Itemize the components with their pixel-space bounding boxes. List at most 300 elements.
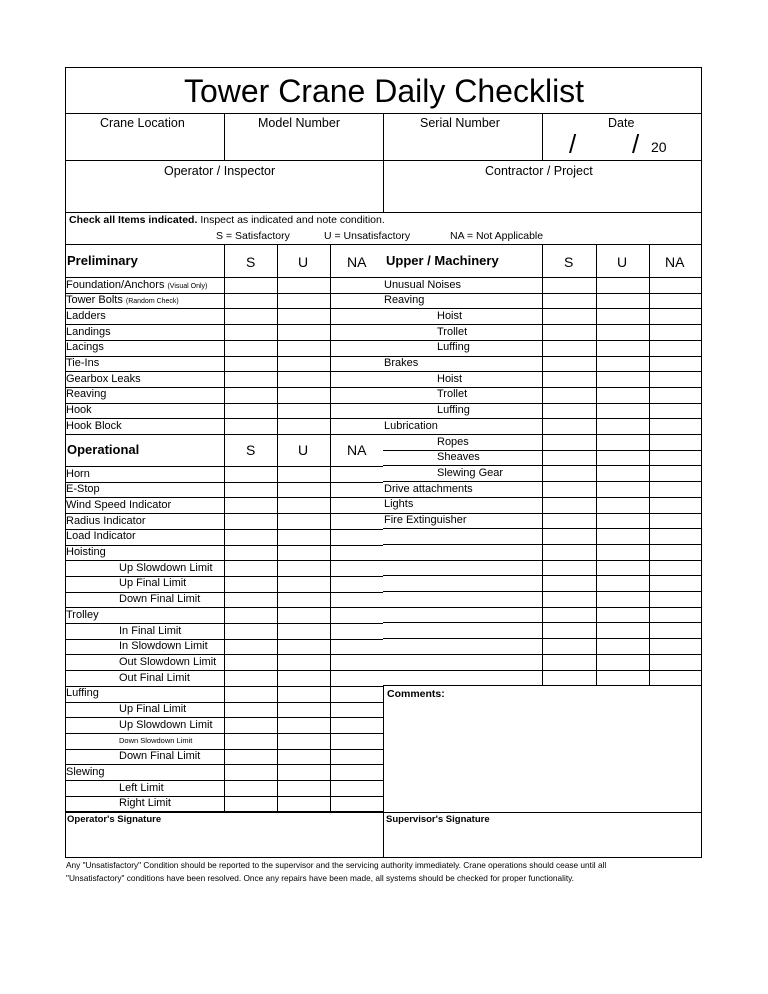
operational-checkbox-s[interactable] (224, 592, 277, 608)
divider (224, 244, 225, 277)
operational-checkbox-u[interactable] (277, 654, 330, 670)
upper-checkbox-u[interactable] (596, 465, 649, 481)
preliminary-checkbox-na[interactable] (330, 340, 383, 356)
upper-checkbox-u[interactable] (596, 387, 649, 403)
preliminary-checkbox-na[interactable] (330, 324, 383, 340)
operational-checkbox-u[interactable] (277, 529, 330, 545)
operational-checkbox-na[interactable] (330, 607, 383, 623)
upper-checkbox-s[interactable] (542, 481, 596, 497)
model-number-field[interactable] (224, 113, 383, 160)
upper-checkbox-s[interactable] (542, 513, 596, 529)
operational-item-label: Down Final Limit (119, 593, 201, 606)
upper-checkbox-s[interactable] (542, 387, 596, 403)
operational-item-label: Up Slowdown Limit (119, 718, 213, 731)
upper-checkbox-s[interactable] (542, 277, 596, 293)
divider (330, 244, 331, 277)
divider (277, 244, 278, 277)
operational-item (119, 626, 181, 637)
operational-checkbox-na[interactable] (330, 686, 383, 702)
preliminary-checkbox-na[interactable] (330, 308, 383, 324)
upper-checkbox-s[interactable] (542, 560, 596, 576)
operational-checkbox-na[interactable] (330, 717, 383, 733)
operational-checkbox-na[interactable] (330, 576, 383, 592)
col-u-preliminary: U (298, 254, 309, 270)
upper-item-label: Fire Extinguisher (384, 514, 467, 526)
operational-item-label: Out Slowdown Limit (119, 655, 217, 668)
col-na-upper: NA (665, 254, 685, 270)
operational-checkbox-s[interactable] (224, 654, 277, 670)
upper-checkbox-s[interactable] (542, 308, 596, 324)
serial-number-field[interactable] (383, 113, 542, 160)
upper-checkbox-na[interactable] (649, 638, 702, 654)
operational-checkbox-na[interactable] (330, 623, 383, 639)
upper-checkbox-s[interactable] (542, 340, 596, 356)
col-s-preliminary: S (246, 254, 256, 270)
preliminary-checkbox-s[interactable] (224, 356, 277, 372)
upper-checkbox-u[interactable] (596, 324, 649, 340)
upper-checkbox-na[interactable] (649, 465, 702, 481)
upper-item-label: Slewing Gear (437, 466, 504, 479)
upper-checkbox-u[interactable] (596, 277, 649, 293)
divider (649, 244, 650, 277)
inspect-text: Inspect as indicated and note condition. (200, 214, 385, 226)
upper-item-label: Trollet (437, 388, 468, 401)
operational-checkbox-s[interactable] (224, 733, 277, 749)
divider (596, 244, 597, 277)
check-all-text: Check all Items indicated. (69, 214, 198, 226)
operational-item-label: Left Limit (119, 781, 164, 794)
operational-checkbox-na[interactable] (330, 780, 383, 796)
upper-checkbox-u[interactable] (596, 497, 649, 513)
operational-checkbox-u[interactable] (277, 607, 330, 623)
operational-checkbox-na[interactable] (330, 482, 383, 498)
operational-item-label: Trolley (66, 608, 99, 621)
upper-item (437, 374, 462, 385)
upper-checkbox-na[interactable] (649, 544, 702, 560)
operational-checkbox-u[interactable] (277, 764, 330, 780)
operational-checkbox-s[interactable] (224, 529, 277, 545)
date-field[interactable] (542, 113, 702, 160)
upper-item (437, 327, 467, 338)
upper-item (384, 499, 413, 510)
operational-item (66, 531, 136, 542)
upper-checkbox-s[interactable] (542, 497, 596, 513)
operational-checkbox-s[interactable] (224, 764, 277, 780)
upper-checkbox-s[interactable] (542, 622, 596, 638)
date-year: 20 (651, 139, 667, 155)
operational-checkbox-na[interactable] (330, 654, 383, 670)
operational-checkbox-na[interactable] (330, 796, 383, 812)
preliminary-checkbox-u[interactable] (277, 403, 330, 419)
upper-checkbox-s[interactable] (542, 293, 596, 309)
upper-checkbox-s[interactable] (542, 356, 596, 372)
upper-checkbox-s[interactable] (542, 670, 596, 686)
operational-checkbox-na[interactable] (330, 560, 383, 576)
operational-checkbox-na[interactable] (330, 466, 383, 482)
preliminary-item (66, 389, 106, 400)
divider (330, 434, 331, 466)
upper-checkbox-na[interactable] (649, 528, 702, 544)
upper-item (437, 342, 470, 353)
footer-note: Any "Unsatisfactory" Condition should be reported to the supervisor and the servicing authority immediately. Crane operations should cease until all (66, 860, 607, 870)
operational-item (119, 798, 171, 809)
operational-item-label: Hoisting (66, 546, 106, 558)
operational-checkbox-na[interactable] (330, 749, 383, 765)
preliminary-checkbox-na[interactable] (330, 403, 383, 419)
preliminary-item (66, 295, 179, 306)
preliminary-checkbox-s[interactable] (224, 387, 277, 403)
operational-checkbox-s[interactable] (224, 513, 277, 529)
preliminary-item-note: (Random Check) (125, 298, 179, 306)
upper-checkbox-s[interactable] (542, 638, 596, 654)
upper-checkbox-na[interactable] (649, 560, 702, 576)
operator-inspector-label: Operator / Inspector (164, 164, 276, 178)
divider (224, 434, 225, 466)
upper-checkbox-u[interactable] (596, 528, 649, 544)
serial-number-label: Serial Number (420, 116, 500, 130)
operational-checkbox-s[interactable] (224, 670, 277, 686)
preliminary-checkbox-u[interactable] (277, 324, 330, 340)
operational-checkbox-u[interactable] (277, 497, 330, 513)
upper-item (437, 468, 503, 479)
operational-item-label: Horn (66, 467, 90, 480)
operational-checkbox-s[interactable] (224, 607, 277, 623)
preliminary-item-label: Foundation/Anchors (66, 278, 165, 291)
upper-checkbox-na[interactable] (649, 575, 702, 591)
upper-checkbox-s[interactable] (542, 450, 596, 466)
operator-inspector-field[interactable] (65, 160, 383, 212)
preliminary-checkbox-s[interactable] (224, 324, 277, 340)
legend-not-applicable: NA = Not Applicable (450, 230, 544, 242)
upper-item (437, 405, 470, 416)
upper-checkbox-na[interactable] (649, 340, 702, 356)
preliminary-item-note: (Visual Only) (167, 282, 208, 290)
preliminary-checkbox-u[interactable] (277, 293, 330, 309)
operational-item (119, 751, 200, 762)
upper-checkbox-s[interactable] (542, 607, 596, 623)
upper-checkbox-s[interactable] (542, 403, 596, 419)
upper-checkbox-u[interactable] (596, 654, 649, 670)
col-na-operational: NA (347, 442, 367, 458)
upper-item (437, 311, 462, 322)
operational-item-label: Down Slowdown Limit (119, 736, 193, 746)
operational-checkbox-u[interactable] (277, 545, 330, 561)
upper-checkbox-u[interactable] (596, 403, 649, 419)
preliminary-item (66, 311, 106, 322)
preliminary-checkbox-u[interactable] (277, 356, 330, 372)
upper-checkbox-na[interactable] (649, 450, 702, 466)
upper-item-label: Brakes (384, 357, 419, 369)
operational-checkbox-na[interactable] (330, 670, 383, 686)
divider (65, 212, 702, 213)
operational-checkbox-s[interactable] (224, 545, 277, 561)
divider (383, 686, 384, 858)
supervisor-signature-field[interactable] (383, 812, 702, 858)
operational-checkbox-u[interactable] (277, 623, 330, 639)
upper-checkbox-na[interactable] (649, 497, 702, 513)
operational-checkbox-u[interactable] (277, 466, 330, 482)
upper-checkbox-u[interactable] (596, 434, 649, 450)
upper-item-label: Sheaves (437, 451, 480, 464)
upper-checkbox-u[interactable] (596, 293, 649, 309)
operational-checkbox-s[interactable] (224, 482, 277, 498)
preliminary-item-label: Hook Block (66, 419, 122, 432)
operational-checkbox-u[interactable] (277, 560, 330, 576)
operational-checkbox-na[interactable] (330, 733, 383, 749)
preliminary-checkbox-u[interactable] (277, 418, 330, 434)
preliminary-title: Preliminary (67, 253, 138, 268)
upper-checkbox-s[interactable] (542, 434, 596, 450)
upper-checkbox-na[interactable] (649, 356, 702, 372)
operational-item-label: Wind Speed Indicator (66, 498, 172, 511)
upper-checkbox-na[interactable] (649, 607, 702, 623)
operational-checkbox-u[interactable] (277, 702, 330, 718)
upper-item (384, 280, 461, 291)
upper-checkbox-u[interactable] (596, 308, 649, 324)
preliminary-item (66, 342, 104, 353)
contractor-project-field[interactable] (383, 160, 702, 212)
upper-item-label: Ropes (437, 435, 469, 448)
col-u-operational: U (298, 442, 309, 458)
divider (383, 685, 702, 686)
operational-item (66, 767, 105, 778)
preliminary-checkbox-s[interactable] (224, 308, 277, 324)
preliminary-checkbox-s[interactable] (224, 371, 277, 387)
operational-item (66, 500, 171, 511)
upper-checkbox-s[interactable] (542, 465, 596, 481)
operational-checkbox-s[interactable] (224, 639, 277, 655)
operational-checkbox-s[interactable] (224, 623, 277, 639)
operational-title: Operational (67, 442, 140, 457)
preliminary-item-label: Landings (66, 325, 111, 338)
date-slash-2: / (632, 129, 640, 159)
upper-checkbox-na[interactable] (649, 434, 702, 450)
upper-checkbox-u[interactable] (596, 607, 649, 623)
operational-checkbox-s[interactable] (224, 717, 277, 733)
upper-checkbox-u[interactable] (596, 513, 649, 529)
operational-item (66, 484, 100, 495)
operational-item (66, 516, 146, 527)
operational-item (119, 657, 216, 668)
upper-item (437, 452, 480, 463)
operational-item-label: In Slowdown Limit (119, 640, 208, 653)
operational-item (119, 641, 208, 652)
operational-checkbox-u[interactable] (277, 796, 330, 812)
preliminary-checkbox-s[interactable] (224, 293, 277, 309)
operational-checkbox-s[interactable] (224, 749, 277, 765)
upper-checkbox-na[interactable] (649, 293, 702, 309)
preliminary-checkbox-s[interactable] (224, 403, 277, 419)
col-na-preliminary: NA (347, 254, 367, 270)
operational-item-label: Slewing (66, 765, 105, 778)
preliminary-item-label: Tie-Ins (66, 357, 100, 369)
preliminary-checkbox-na[interactable] (330, 387, 383, 403)
operational-checkbox-s[interactable] (224, 686, 277, 702)
upper-item (384, 421, 438, 432)
upper-checkbox-u[interactable] (596, 622, 649, 638)
upper-item-label: Drive attachments (384, 482, 473, 495)
operational-checkbox-na[interactable] (330, 497, 383, 513)
upper-checkbox-na[interactable] (649, 371, 702, 387)
upper-checkbox-na[interactable] (649, 324, 702, 340)
operational-checkbox-u[interactable] (277, 639, 330, 655)
col-u-upper: U (617, 254, 628, 270)
preliminary-checkbox-u[interactable] (277, 308, 330, 324)
upper-checkbox-s[interactable] (542, 544, 596, 560)
operational-item (119, 563, 213, 574)
upper-checkbox-na[interactable] (649, 387, 702, 403)
upper-checkbox-u[interactable] (596, 591, 649, 607)
operational-item-label: Out Final Limit (119, 671, 190, 684)
upper-item (384, 295, 424, 306)
preliminary-checkbox-u[interactable] (277, 277, 330, 293)
divider (277, 434, 278, 466)
operational-item (66, 469, 90, 480)
preliminary-checkbox-u[interactable] (277, 387, 330, 403)
preliminary-item (66, 374, 141, 385)
upper-item-label: Unusual Noises (384, 278, 462, 291)
upper-checkbox-s[interactable] (542, 528, 596, 544)
operational-checkbox-na[interactable] (330, 592, 383, 608)
upper-checkbox-na[interactable] (649, 277, 702, 293)
col-s-operational: S (246, 442, 256, 458)
operational-checkbox-u[interactable] (277, 482, 330, 498)
upper-checkbox-na[interactable] (649, 481, 702, 497)
preliminary-checkbox-u[interactable] (277, 371, 330, 387)
preliminary-item-label: Reaving (66, 388, 107, 401)
page-title: Tower Crane Daily Checklist (183, 73, 585, 109)
preliminary-checkbox-na[interactable] (330, 371, 383, 387)
operational-checkbox-s[interactable] (224, 497, 277, 513)
upper-checkbox-na[interactable] (649, 513, 702, 529)
operational-item (119, 704, 186, 715)
upper-checkbox-u[interactable] (596, 340, 649, 356)
operational-checkbox-s[interactable] (224, 466, 277, 482)
upper-item-label: Luffing (437, 341, 470, 354)
operational-checkbox-s[interactable] (224, 576, 277, 592)
operational-item (119, 720, 213, 731)
crane-location-label: Crane Location (100, 116, 185, 130)
crane-location-field[interactable] (65, 113, 224, 160)
legend-satisfactory: S = Satisfactory (216, 230, 290, 242)
preliminary-item (66, 421, 122, 432)
operational-checkbox-na[interactable] (330, 545, 383, 561)
legend-unsatisfactory: U = Unsatisfactory (324, 230, 411, 242)
operational-item-label: Luffing (66, 687, 99, 700)
operational-checkbox-na[interactable] (330, 639, 383, 655)
operational-checkbox-u[interactable] (277, 670, 330, 686)
upper-checkbox-na[interactable] (649, 403, 702, 419)
operational-checkbox-na[interactable] (330, 702, 383, 718)
operational-item-label: Up Final Limit (119, 577, 187, 590)
upper-checkbox-u[interactable] (596, 544, 649, 560)
footer-note: "Unsatisfactory" conditions have been resolved. Once any repairs have been made, all systems should be checked for proper functionality. (66, 873, 574, 883)
operational-checkbox-s[interactable] (224, 780, 277, 796)
operational-checkbox-na[interactable] (330, 529, 383, 545)
preliminary-checkbox-na[interactable] (330, 293, 383, 309)
operational-checkbox-u[interactable] (277, 576, 330, 592)
operational-checkbox-u[interactable] (277, 733, 330, 749)
preliminary-checkbox-s[interactable] (224, 418, 277, 434)
operational-item (66, 547, 106, 558)
upper-item (384, 484, 473, 495)
upper-item-label: Trollet (437, 325, 468, 338)
upper-checkbox-s[interactable] (542, 371, 596, 387)
upper-checkbox-s[interactable] (542, 591, 596, 607)
operational-item-label: Up Slowdown Limit (119, 561, 213, 574)
upper-checkbox-u[interactable] (596, 450, 649, 466)
upper-checkbox-u[interactable] (596, 481, 649, 497)
upper-item-label: Reaving (384, 294, 425, 307)
operator-signature-field[interactable] (65, 812, 383, 858)
operational-checkbox-s[interactable] (224, 702, 277, 718)
operational-checkbox-s[interactable] (224, 560, 277, 576)
upper-item-label: Lubrication (384, 419, 438, 432)
preliminary-checkbox-na[interactable] (330, 418, 383, 434)
upper-checkbox-u[interactable] (596, 371, 649, 387)
preliminary-checkbox-na[interactable] (330, 356, 383, 372)
operational-item-label: Up Final Limit (119, 703, 187, 715)
operational-item-label: In Final Limit (119, 624, 182, 637)
preliminary-checkbox-s[interactable] (224, 277, 277, 293)
operational-checkbox-u[interactable] (277, 686, 330, 702)
operational-checkbox-s[interactable] (224, 796, 277, 812)
upper-checkbox-u[interactable] (596, 356, 649, 372)
comments-field[interactable] (383, 686, 702, 812)
operational-item (119, 783, 164, 794)
upper-checkbox-u[interactable] (596, 638, 649, 654)
operational-checkbox-u[interactable] (277, 592, 330, 608)
upper-item (384, 515, 467, 526)
upper-checkbox-s[interactable] (542, 575, 596, 591)
upper-checkbox-na[interactable] (649, 622, 702, 638)
divider (65, 244, 702, 245)
model-number-label: Model Number (258, 116, 340, 130)
upper-item-label: Lights (384, 498, 414, 511)
upper-machinery-title: Upper / Machinery (386, 253, 499, 268)
upper-checkbox-na[interactable] (649, 308, 702, 324)
col-s-upper: S (564, 254, 574, 270)
upper-item-label: Luffing (437, 404, 470, 417)
upper-checkbox-s[interactable] (542, 418, 596, 434)
upper-checkbox-na[interactable] (649, 418, 702, 434)
preliminary-checkbox-na[interactable] (330, 277, 383, 293)
operational-checkbox-u[interactable] (277, 717, 330, 733)
upper-checkbox-u[interactable] (596, 560, 649, 576)
preliminary-item (66, 405, 92, 416)
operational-item-label: Load Indicator (66, 530, 136, 543)
preliminary-checkbox-u[interactable] (277, 340, 330, 356)
upper-checkbox-na[interactable] (649, 670, 702, 686)
preliminary-item (66, 280, 207, 291)
preliminary-item-label: Lacings (66, 341, 104, 354)
operational-checkbox-u[interactable] (277, 513, 330, 529)
upper-checkbox-s[interactable] (542, 654, 596, 670)
preliminary-checkbox-s[interactable] (224, 340, 277, 356)
operational-item (119, 737, 192, 745)
upper-checkbox-na[interactable] (649, 591, 702, 607)
upper-checkbox-u[interactable] (596, 575, 649, 591)
date-slash-1: / (569, 129, 577, 159)
upper-checkbox-na[interactable] (649, 654, 702, 670)
operational-checkbox-na[interactable] (330, 764, 383, 780)
upper-checkbox-u[interactable] (596, 418, 649, 434)
upper-checkbox-s[interactable] (542, 324, 596, 340)
operational-checkbox-na[interactable] (330, 513, 383, 529)
operational-checkbox-u[interactable] (277, 749, 330, 765)
operational-checkbox-u[interactable] (277, 780, 330, 796)
upper-checkbox-u[interactable] (596, 670, 649, 686)
